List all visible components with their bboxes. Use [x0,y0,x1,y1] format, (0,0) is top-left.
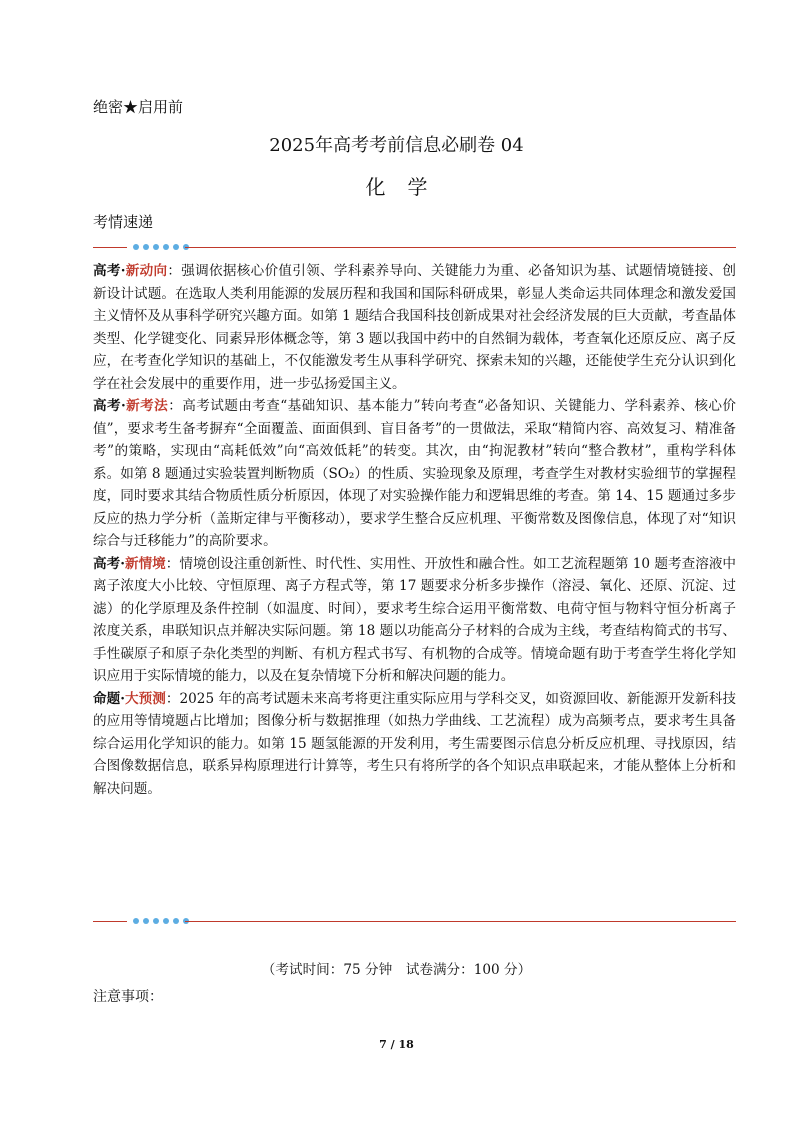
tag-label: 新考法 [125,398,169,414]
exam-time-info: （考试时间：75 分钟 试卷满分：100 分） [261,962,532,978]
paragraph-new-method [93,395,736,553]
subject-title: 化学 [365,175,450,199]
tag-prefix: 命题· [93,690,125,707]
exam-analysis [93,260,736,800]
tag-label: 新动向 [125,263,168,279]
paragraph-text: ：强调依据核心价值引领、学科素养导向、关键能力为重、必备知识为基、试题情境链接、创新设计试题。在选取人类利用能源的发展历程和我国和国际科研成果，彰显人类命运共同体理念和激发爱国主义情怀及从事科学研究兴趣方面。如第 1 题结合我国科技创新成果对社会经济发展的巨大贡献，考查晶体类型、化学键变化、同素异形体概念等，第 3 题以我国中药中的自然铜为载体，考查氧化还原反应、离子反应，在考查化学知识的基础上，不仅能激发考生从事科学研究、探索未知的兴趣，还能使学生充分认识到化学在社会发展中的重要作用，进一步弘扬爱国主义。 [93,263,737,392]
page-title: 2025年高考考前信息必刷卷 04 [269,135,524,156]
paragraph-prediction [93,688,736,801]
bottom-divider [93,917,736,927]
confidential-label: 绝密★启用前 [93,98,184,116]
paragraph-text: ：2025 年的高考试题未来高考将更注重实际应用与学科交叉，如资源回收、新能源开发新科技的应用等情境题占比增加；图像分析与数据推理（如热力学曲线、工艺流程）成为高频考点，要求考生具备综合运用化学知识的能力。如第 15 题氢能源的开发利用，考生需要图示信息分析反应机理、寻找原因，结合图像数据信息，联系异构原理进行计算等，考生只有将所学的各个知识点串联起来，才能从整体上分析和解决问题。 [93,690,737,797]
paragraph-text: ：情境创设注重创新性、时代性、实用性、开放性和融合性。如工艺流程题第 10 题考查溶液中离子浓度大小比较、守恒原理、离子方程式等，第 17 题要求分析多步操作（溶浸、氧化、还原、沉淀、过滤）的化学原理及条件控制（如温度、时间），要求考生综合运用平衡常数、电荷守恒与物料守恒分析离子浓度关系，串联知识点并解决实际问题。第 18 题以功能高分子材料的合成为主线，考查结构简式的书写、手性碳原子和原子杂化类型的判断、有机方程式书写、有机物的合成等。情境命题有助于考查学生将化学知识应用于实际情境的能力，以及在复杂情境下分析和解决问题的能力。 [93,555,737,684]
tag-prefix: 高考· [93,398,126,414]
tag-prefix: 高考· [93,555,125,572]
tag-label: 新情境 [124,555,166,572]
paragraph-text: ：高考试题由考查“基础知识、基本能力”转向考查“必备知识、关键能力、学科素养、核心价值”，要求考生备考摒弃“全面覆盖、面面俱到、盲目备考”的一贯做法，采取“精简内容、高效复习、精准备考”的策略，实现由“高耗低效”向“高效低耗”的转变。其次，由“拘泥教材”转向“整合教材”，重构学科体系。如第 8 题通过实验装置判断物质（SO₂）的性质、实验现象及原理，考查学生对教材实验细节的掌握程度，同时要求其结合物质性质分析原因，体现了对实验操作能力和逻辑思维的考查。第 14、15 题通过多步反应的热力学分析（盖斯定律与平衡移动），要求学生整合反应机理、平衡常数及图像信息，体现了对“知识综合与迁移能力”的高阶要求。 [93,398,737,549]
section-heading: 考情速递 [93,213,154,231]
tag-label: 大预测 [124,690,166,707]
paragraph-new-context [93,553,736,688]
top-divider [93,243,736,253]
tag-prefix: 高考· [93,263,126,279]
page-number: 7 / 18 [379,1038,414,1051]
paragraph-new-trend [93,260,736,395]
notes-heading: 注意事项： [93,989,163,1005]
